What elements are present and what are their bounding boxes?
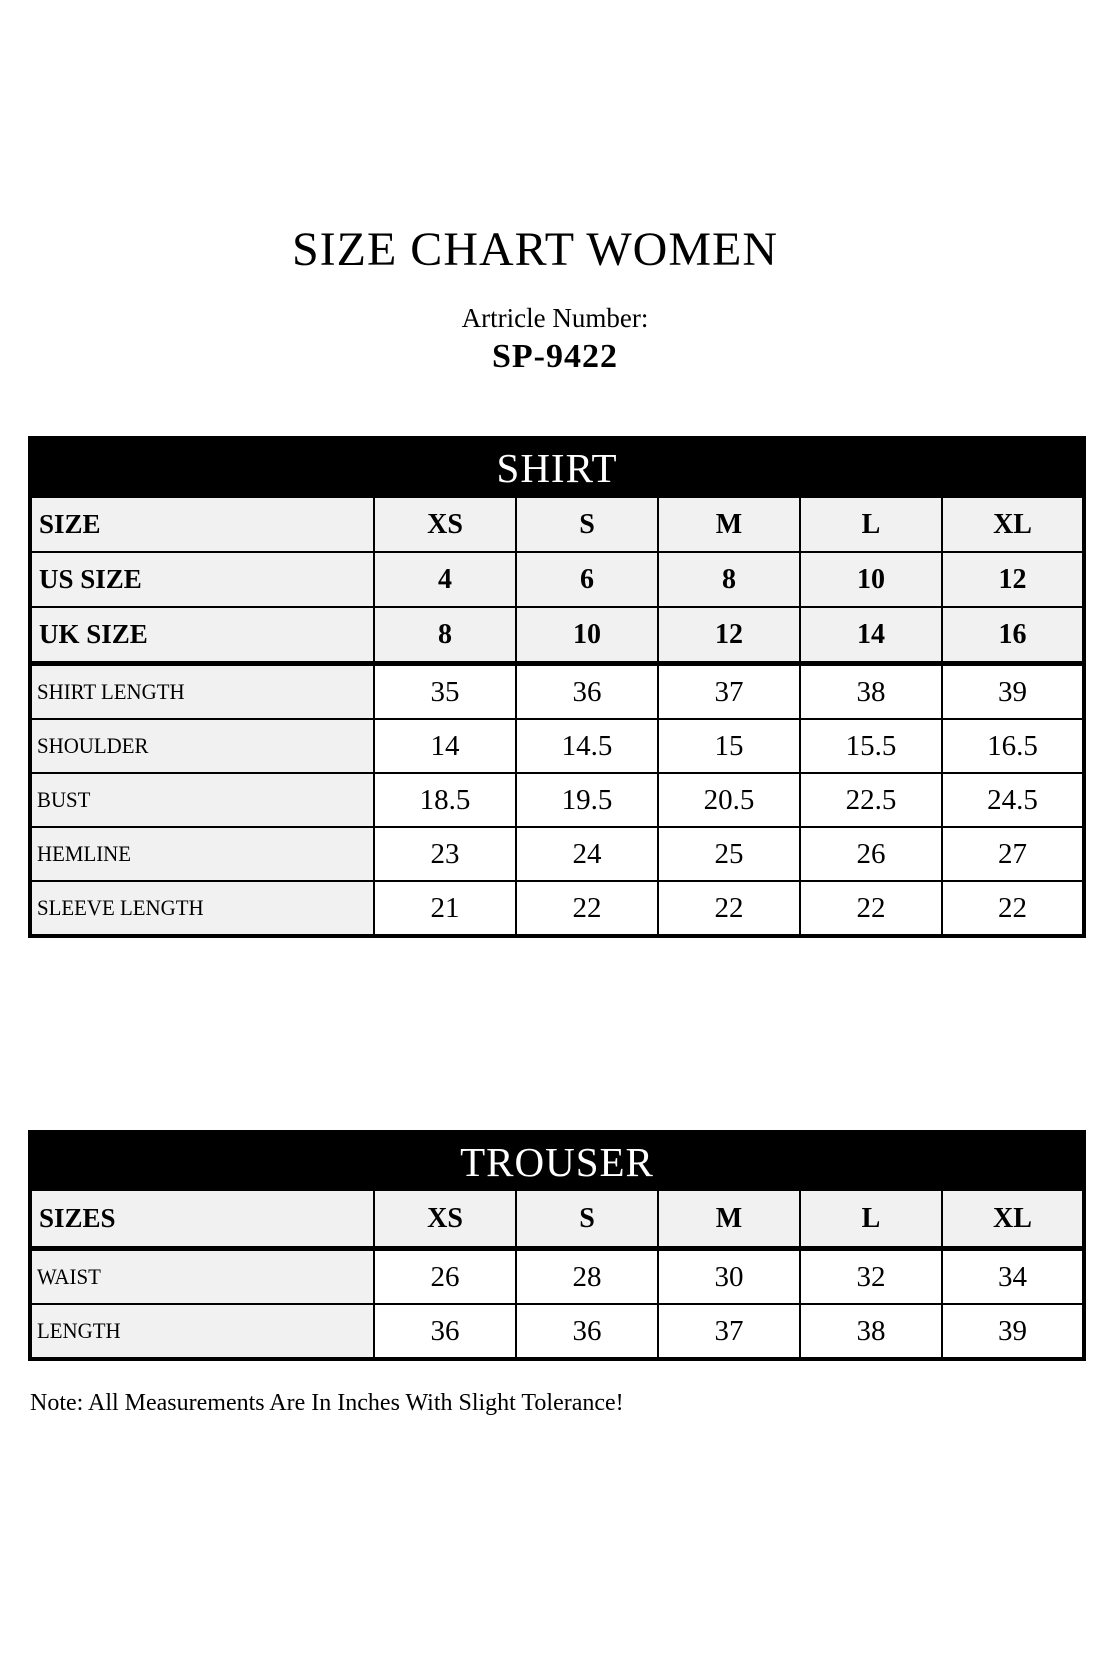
page-title: SIZE CHART WOMEN	[291, 223, 778, 276]
waist-row	[30, 1249, 1084, 1305]
cell-size-l: L	[800, 497, 942, 552]
cell-shirt-length-s: 36	[516, 664, 658, 720]
cell-size-m: M	[658, 497, 800, 552]
cell-us-m: 8	[658, 552, 800, 607]
cell-waist-m: 30	[658, 1249, 800, 1305]
trouser-size-table	[28, 1130, 1086, 1361]
shirt-length-row	[30, 664, 1084, 720]
cell-uk-xl: 16	[942, 607, 1084, 664]
cell-us-xs: 4	[374, 552, 516, 607]
row-label-length	[30, 1304, 374, 1359]
cell-uk-xs: 8	[374, 607, 516, 664]
row-label-text: SLEEVE LENGTH	[37, 895, 204, 920]
row-label-sleeve-length	[30, 881, 374, 936]
row-label-sizes: SIZES	[30, 1190, 374, 1249]
cell-waist-xl: 34	[942, 1249, 1084, 1305]
row-label-hemline	[30, 827, 374, 881]
row-label-text: WAIST	[37, 1264, 101, 1289]
cell-bust-m: 20.5	[658, 773, 800, 827]
cell-length-s: 36	[516, 1304, 658, 1359]
cell-uk-m: 12	[658, 607, 800, 664]
shirt-uk-size-row	[30, 607, 1084, 664]
cell-us-xl: 12	[942, 552, 1084, 607]
row-label-waist	[30, 1249, 374, 1305]
cell-shoulder-s: 14.5	[516, 719, 658, 773]
trouser-table-title: TROUSER	[30, 1132, 1084, 1190]
cell-sleeve-xs: 21	[374, 881, 516, 936]
row-label-shoulder	[30, 719, 374, 773]
trouser-sizes-row	[30, 1190, 1084, 1249]
shirt-us-size-row	[30, 552, 1084, 607]
cell-size-xl: XL	[942, 497, 1084, 552]
row-label-bust	[30, 773, 374, 827]
row-label-text: LENGTH	[37, 1318, 121, 1343]
cell-waist-xs: 26	[374, 1249, 516, 1305]
cell-sizes-xl: XL	[942, 1190, 1084, 1249]
row-label-text: SHIRT LENGTH	[37, 679, 185, 704]
cell-sizes-xs: XS	[374, 1190, 516, 1249]
row-label-size: SIZE	[30, 497, 374, 552]
cell-uk-l: 14	[800, 607, 942, 664]
cell-hemline-m: 25	[658, 827, 800, 881]
cell-length-xs: 36	[374, 1304, 516, 1359]
cell-length-xl: 39	[942, 1304, 1084, 1359]
cell-bust-s: 19.5	[516, 773, 658, 827]
row-label-text: BUST	[37, 787, 91, 812]
measurement-note: Note: All Measurements Are In Inches With Slight Tolerance!	[30, 1390, 624, 1416]
cell-sleeve-xl: 22	[942, 881, 1084, 936]
cell-shoulder-m: 15	[658, 719, 800, 773]
cell-us-s: 6	[516, 552, 658, 607]
cell-hemline-s: 24	[516, 827, 658, 881]
cell-length-l: 38	[800, 1304, 942, 1359]
trouser-table-header-band	[30, 1132, 1084, 1190]
cell-shirt-length-m: 37	[658, 664, 800, 720]
cell-shirt-length-l: 38	[800, 664, 942, 720]
cell-sizes-s: S	[516, 1190, 658, 1249]
cell-hemline-l: 26	[800, 827, 942, 881]
cell-us-l: 10	[800, 552, 942, 607]
cell-waist-l: 32	[800, 1249, 942, 1305]
cell-waist-s: 28	[516, 1249, 658, 1305]
row-label-text: HEMLINE	[37, 841, 132, 866]
row-label-shirt-length	[30, 664, 374, 720]
hemline-row	[30, 827, 1084, 881]
cell-sizes-m: M	[658, 1190, 800, 1249]
cell-sleeve-l: 22	[800, 881, 942, 936]
article-number-value: SP-9422	[492, 338, 618, 375]
bust-row	[30, 773, 1084, 827]
cell-hemline-xl: 27	[942, 827, 1084, 881]
shirt-table-title: SHIRT	[30, 438, 1084, 497]
cell-size-s: S	[516, 497, 658, 552]
shoulder-row	[30, 719, 1084, 773]
sleeve-length-row	[30, 881, 1084, 936]
cell-uk-s: 10	[516, 607, 658, 664]
cell-sleeve-s: 22	[516, 881, 658, 936]
cell-shoulder-xl: 16.5	[942, 719, 1084, 773]
cell-bust-l: 22.5	[800, 773, 942, 827]
shirt-table-header-band	[30, 438, 1084, 497]
cell-shirt-length-xs: 35	[374, 664, 516, 720]
shirt-size-row	[30, 497, 1084, 552]
row-label-uk-size: UK SIZE	[30, 607, 374, 664]
cell-sleeve-m: 22	[658, 881, 800, 936]
cell-shoulder-xs: 14	[374, 719, 516, 773]
cell-bust-xs: 18.5	[374, 773, 516, 827]
cell-length-m: 37	[658, 1304, 800, 1359]
article-number-label: Artricle Number:	[461, 303, 649, 333]
cell-bust-xl: 24.5	[942, 773, 1084, 827]
cell-size-xs: XS	[374, 497, 516, 552]
row-label-us-size: US SIZE	[30, 552, 374, 607]
length-row	[30, 1304, 1084, 1359]
shirt-size-table	[28, 436, 1086, 938]
cell-shirt-length-xl: 39	[942, 664, 1084, 720]
cell-shoulder-l: 15.5	[800, 719, 942, 773]
cell-sizes-l: L	[800, 1190, 942, 1249]
row-label-text: SHOULDER	[37, 733, 149, 758]
cell-hemline-xs: 23	[374, 827, 516, 881]
